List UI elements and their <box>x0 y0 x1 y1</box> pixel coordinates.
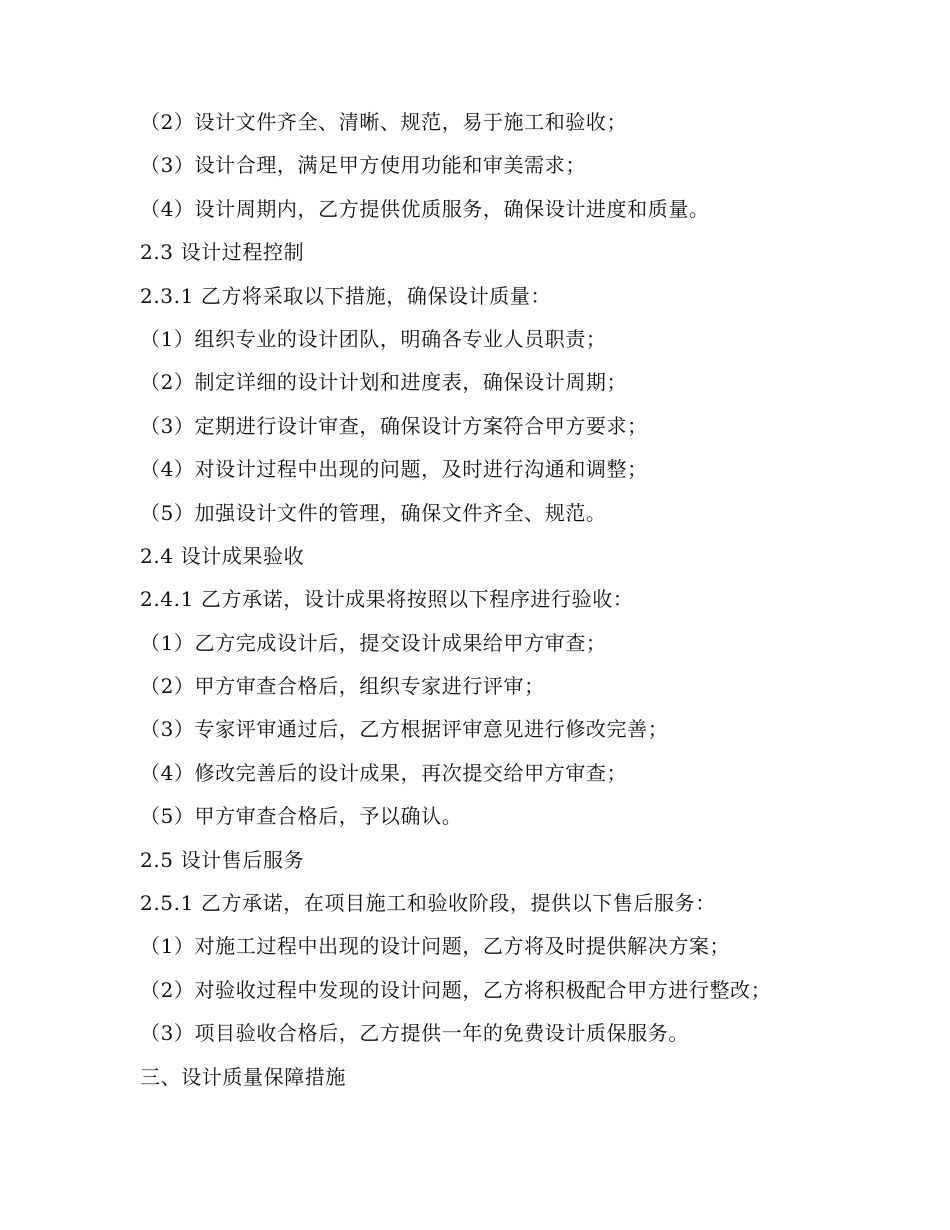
document-body <box>140 104 830 1102</box>
clause-text: 2.3.1 乙方将采取以下措施，确保设计质量： <box>140 283 552 308</box>
clause-text: 2.4.1 乙方承诺，设计成果将按照以下程序进行验收： <box>140 587 634 612</box>
list-item: （5）加强设计文件的管理，确保文件齐全、规范。 <box>140 500 607 525</box>
list-item: （3）专家评审通过后，乙方根据评审意见进行修改完善； <box>140 717 669 742</box>
list-item: （3）设计合理，满足甲方使用功能和审美需求； <box>140 153 586 178</box>
list-item: （2）设计文件齐全、清晰、规范，易于施工和验收； <box>140 110 628 134</box>
chapter-heading: 三、设计质量保障措施 <box>140 1064 346 1089</box>
list-item: （3）项目验收合格后，乙方提供一年的免费设计质保服务。 <box>140 1021 689 1046</box>
list-item: （1）乙方完成设计后，提交设计成果给甲方审查； <box>140 630 607 655</box>
list-item: （2）对验收过程中发现的设计问题，乙方将积极配合甲方进行整改； <box>140 977 772 1002</box>
list-item: （4）设计周期内，乙方提供优质服务，确保设计进度和质量。 <box>140 196 710 221</box>
list-item: （1）组织专业的设计团队，明确各专业人员职责； <box>140 326 607 351</box>
section-heading: 2.4 设计成果验收 <box>140 543 305 568</box>
section-heading: 2.5 设计售后服务 <box>140 847 305 872</box>
clause-text: 2.5.1 乙方承诺，在项目施工和验收阶段，提供以下售后服务： <box>140 891 716 916</box>
list-item: （4）修改完善后的设计成果，再次提交给甲方审查； <box>140 760 628 785</box>
list-item: （2）甲方审查合格后，组织专家进行评审； <box>140 674 545 699</box>
list-item: （1）对施工过程中出现的设计问题，乙方将及时提供解决方案； <box>140 934 731 959</box>
list-item: （5）甲方审查合格后，予以确认。 <box>140 804 463 829</box>
section-heading: 2.3 设计过程控制 <box>140 240 305 265</box>
list-item: （3）定期进行设计审查，确保设计方案符合甲方要求； <box>140 413 648 438</box>
list-item: （4）对设计过程中出现的问题，及时进行沟通和调整； <box>140 457 648 482</box>
list-item: （2）制定详细的设计计划和进度表，确保设计周期； <box>140 370 628 395</box>
